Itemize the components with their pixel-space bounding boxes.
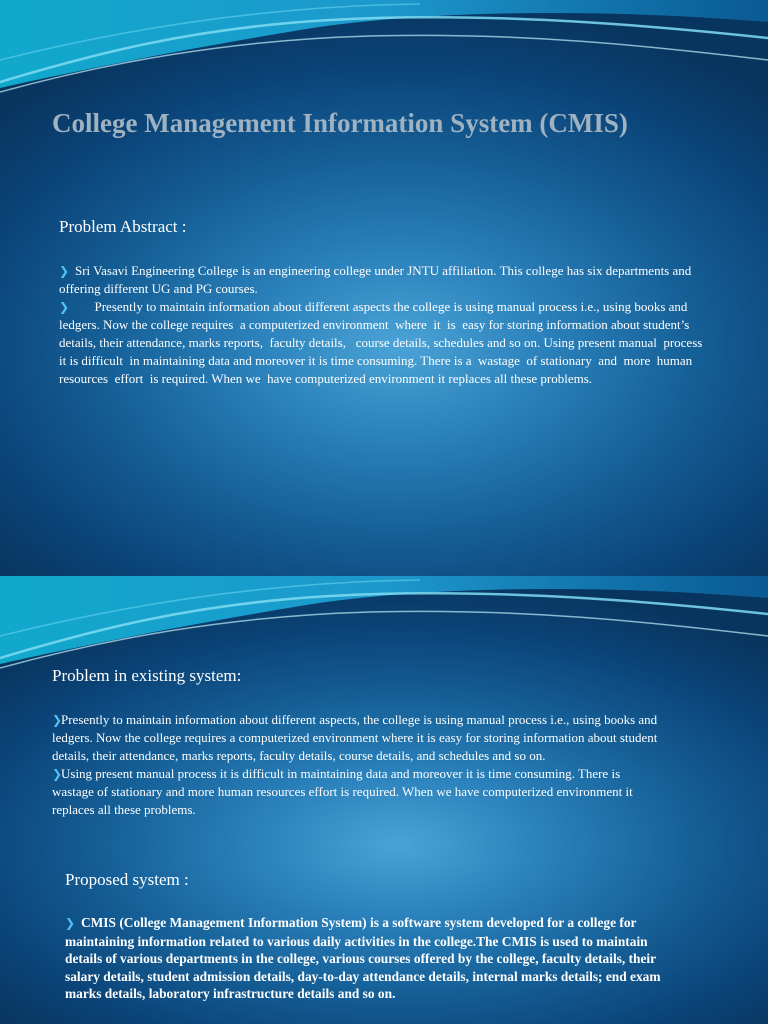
chevron-right-icon: ❯ bbox=[59, 300, 70, 314]
list-item: ❯ Presently to maintain information about different aspects the college is using manual process i.e., using books and ledgers. Now the college requires a computerized environment where it is easy for storing information about student’s details, their attendance, marks reports, faculty details, course details, schedules and so on. Using present manual process it is difficult in maintaining data and moreover it is time consuming. There is a wastage of stationary and more human resources effort is required. When we have computerized environment it replaces all these problems. bbox=[59, 299, 706, 386]
chevron-right-icon: ❯ bbox=[52, 767, 63, 781]
list-item: ❯Presently to maintain information about different aspects, the college is using manual process i.e., using books and ledgers. Now the college requires a computerized environment where it is easy for storing information about student details, their attendance, marks reports, faculty details, course details, and schedules and so on. bbox=[52, 712, 658, 763]
chevron-right-icon: ❯ bbox=[65, 916, 76, 930]
list-item: ❯Using present manual process it is difficult in maintaining data and moreover it is time consuming. There is wastage of stationary and more human resources effort is required. When we have computerized environment it replaces all these problems. bbox=[52, 766, 633, 817]
list-item: ❯ CMIS (College Management Information System) is a software system developed for a college for maintaining information related to various daily activities in the college.The CMIS is used to maintain details of various departments in the college, various courses offered by the college, faculty details, their salary details, student admission details, day-to-day attendance details, internal marks details; end exam marks details, laboratory infrastructure details and so on. bbox=[65, 915, 661, 1001]
problem-abstract-heading: Problem Abstract : bbox=[59, 217, 187, 236]
chevron-right-icon: ❯ bbox=[59, 264, 70, 278]
list-item: ❯ Sri Vasavi Engineering College is an engineering college under JNTU affiliation. This college has six departments and offering different UG and PG courses. bbox=[59, 263, 692, 296]
proposed-system-heading: Proposed system : bbox=[65, 870, 189, 889]
slide-title: College Management Information System (CMIS) bbox=[52, 108, 628, 138]
existing-system-heading: Problem in existing system: bbox=[52, 666, 242, 685]
problem-abstract-body bbox=[59, 262, 705, 388]
proposed-system-body bbox=[65, 914, 665, 1003]
chevron-right-icon: ❯ bbox=[52, 713, 63, 727]
slide-2 bbox=[0, 576, 768, 1024]
wave-decoration bbox=[0, 0, 768, 110]
existing-system-body bbox=[52, 711, 662, 819]
